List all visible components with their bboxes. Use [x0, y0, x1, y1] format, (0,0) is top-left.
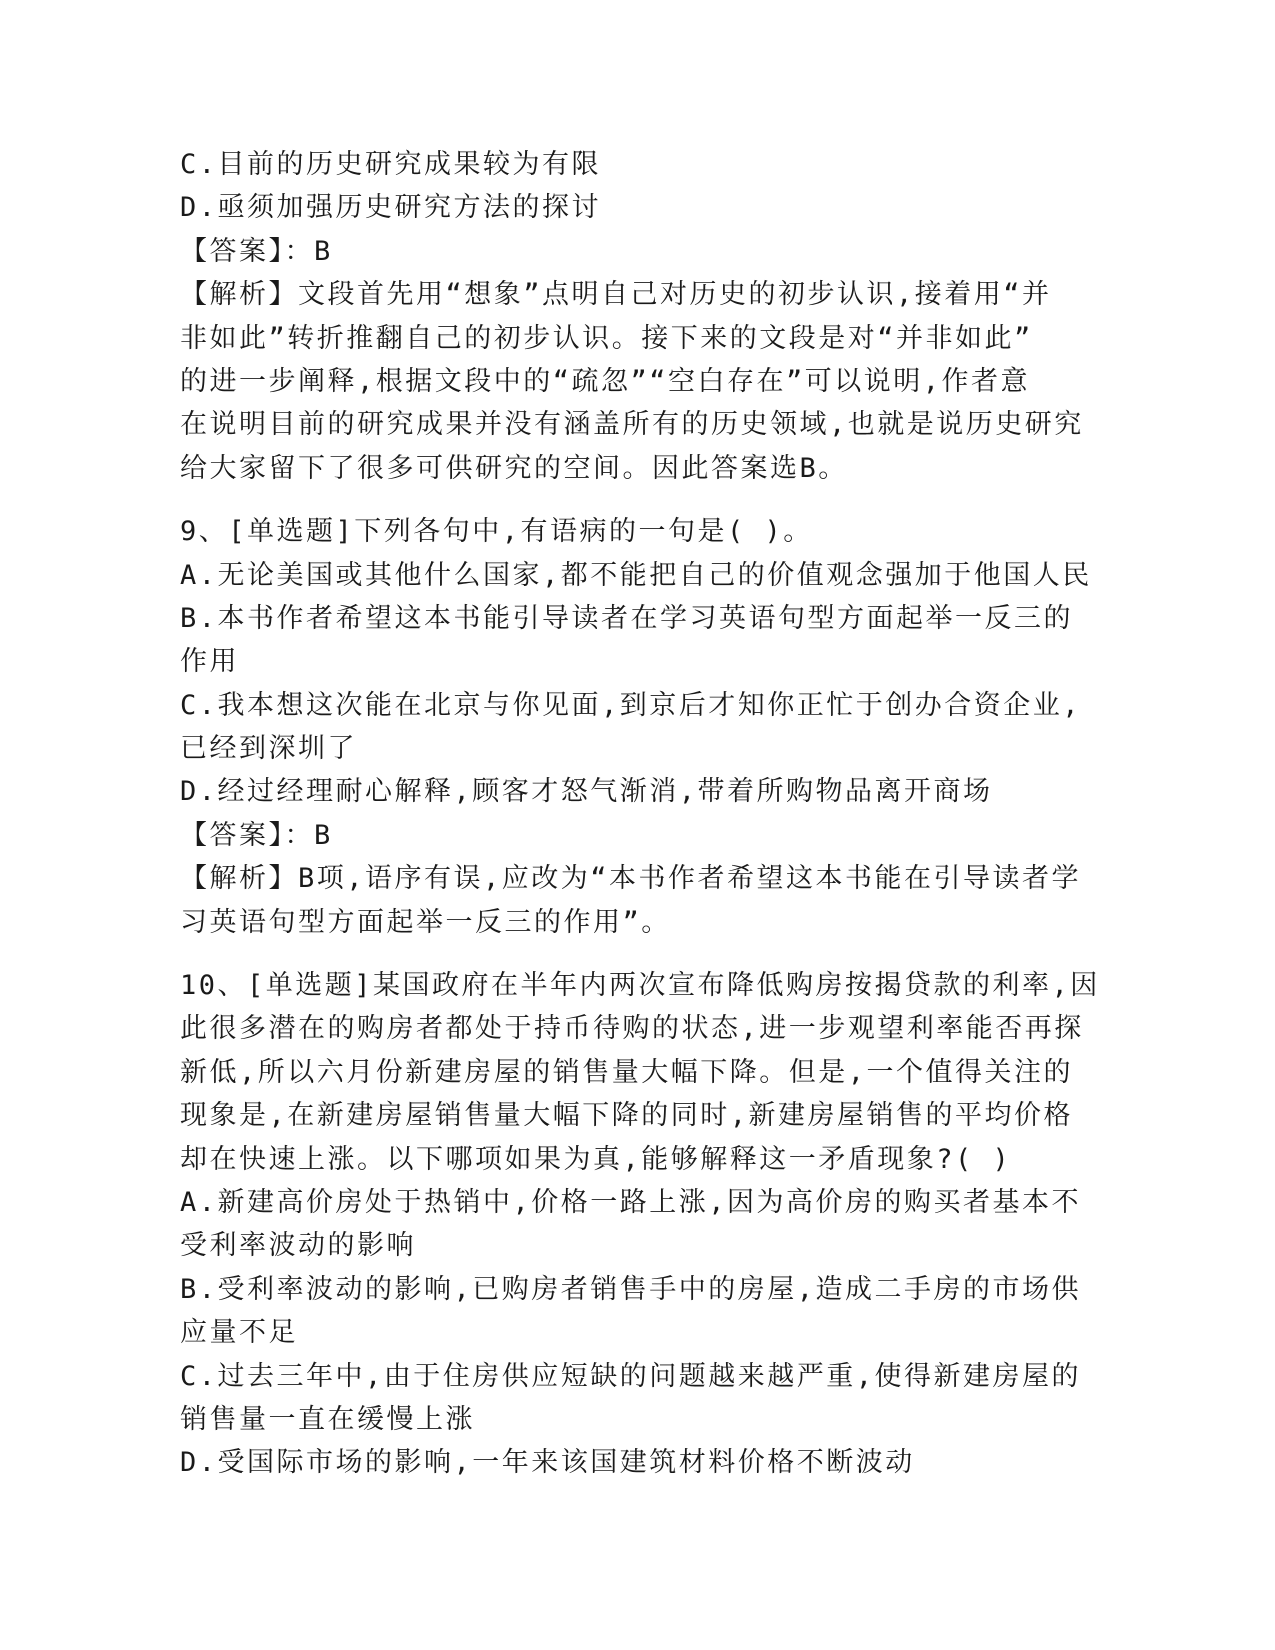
analysis-line: 在说明目前的研究成果并没有涵盖所有的历史领域,也就是说历史研究: [180, 409, 1084, 441]
question-stem: 9、[单选题]下列各句中,有语病的一句是( )。: [180, 516, 813, 548]
option-b-continued: 应量不足: [180, 1317, 298, 1349]
question-stem: 却在快速上涨。以下哪项如果为真,能够解释这一矛盾现象?( ): [180, 1143, 1012, 1175]
section-gap: [180, 944, 1060, 964]
analysis-line: 非如此”转折推翻自己的初步认识。接下来的文段是对“并非如此”: [180, 322, 1033, 354]
option-c: C.目前的历史研究成果较为有限: [180, 149, 602, 180]
option-b-continued: 作用: [180, 646, 239, 678]
question-stem: 现象是,在新建房屋销售量大幅下降的同时,新建房屋销售的平均价格: [180, 1100, 1074, 1132]
answer-line: 【答案】：B: [180, 819, 333, 851]
option-d: D.亟须加强历史研究方法的探讨: [180, 192, 602, 224]
document-page: [180, 143, 1100, 1485]
analysis-line: 【解析】B项,语序有误,应改为“本书作者希望这本书能在引导读者学: [180, 863, 1082, 895]
answer-line: 【答案】：B: [180, 235, 333, 267]
question-stem: 10、[单选题]某国政府在半年内两次宣布降低购房按揭贷款的利率,因: [180, 970, 1100, 1002]
option-a: A.新建高价房处于热销中,价格一路上涨,因为高价房的购买者基本不: [180, 1186, 1082, 1218]
option-b: B.本书作者希望这本书能引导读者在学习英语句型方面起举一反三的: [180, 602, 1074, 634]
analysis-line: 【解析】文段首先用“想象”点明自己对历史的初步认识,接着用“并: [180, 279, 1052, 311]
analysis-line: 的进一步阐释,根据文段中的“疏忽”“空白存在”可以说明,作者意: [180, 365, 1031, 397]
option-c: C.我本想这次能在北京与你见面,到京后才知你正忙于创办合资企业,: [180, 689, 1082, 721]
option-b: B.受利率波动的影响,已购房者销售手中的房屋,造成二手房的市场供: [180, 1273, 1082, 1305]
analysis-line: 习英语句型方面起举一反三的作用”。: [180, 906, 671, 938]
question-10-block: [180, 964, 1100, 1485]
option-d: D.受国际市场的影响,一年来该国建筑材料价格不断波动: [180, 1447, 915, 1479]
question-stem: 此很多潜在的购房者都处于持币待购的状态,进一步观望利率能否再探: [180, 1013, 1084, 1045]
question-9-block: [180, 510, 1092, 944]
option-d: D.经过经理耐心解释,顾客才怒气渐消,带着所购物品离开商场: [180, 776, 993, 808]
question-stem: 新低,所以六月份新建房屋的销售量大幅下降。但是,一个值得关注的: [180, 1056, 1074, 1088]
option-c-continued: 已经到深圳了: [180, 733, 357, 765]
option-a-continued: 受利率波动的影响: [180, 1230, 416, 1262]
option-a: A.无论美国或其他什么国家,都不能把自己的价值观念强加于他国人民: [180, 559, 1092, 591]
analysis-line: 给大家留下了很多可供研究的空间。因此答案选B。: [180, 452, 848, 484]
previous-question-block: [180, 143, 1084, 490]
option-c: C.过去三年中,由于住房供应短缺的问题越来越严重,使得新建房屋的: [180, 1360, 1082, 1392]
section-gap: [180, 490, 1060, 510]
option-c-continued: 销售量一直在缓慢上涨: [180, 1403, 475, 1435]
